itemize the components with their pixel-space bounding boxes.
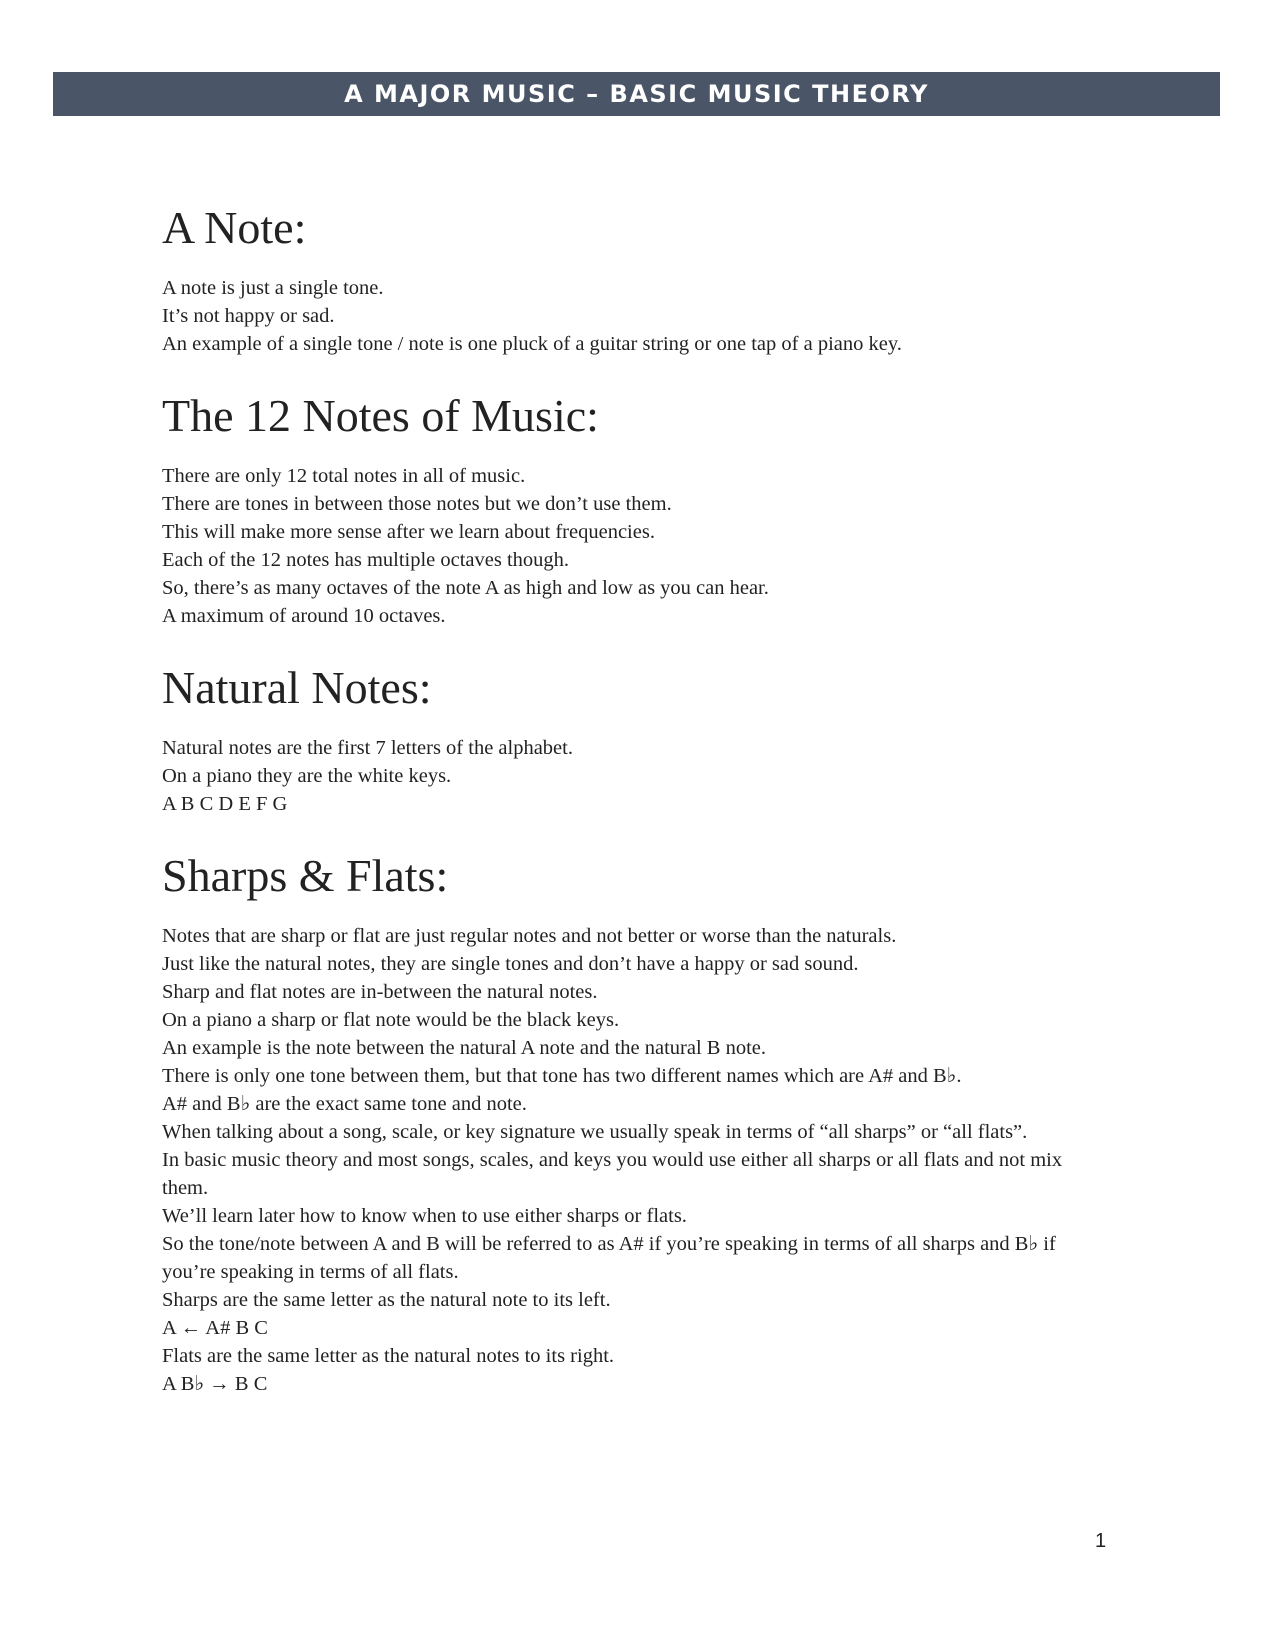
paragraph-line: An example of a single tone / note is one pluck of a guitar string or one tap of a piano key.	[162, 333, 902, 355]
paragraph-line: This will make more sense after we learn about frequencies.	[162, 521, 655, 543]
document-body	[162, 200, 1102, 1428]
paragraph-line: Flats are the same letter as the natural notes to its right.	[162, 1345, 615, 1367]
paragraph-line: Just like the natural notes, they are single tones and don’t have a happy or sad sound.	[162, 953, 859, 975]
paragraph-line: In basic music theory and most songs, scales, and keys you would use either all sharps or all flats and not mix them.	[162, 1149, 1063, 1199]
paragraph-line: Sharp and flat notes are in-between the natural notes.	[162, 981, 598, 1003]
paragraph-line: Each of the 12 notes has multiple octaves though.	[162, 549, 570, 571]
paragraph-line: Natural notes are the first 7 letters of the alphabet.	[162, 737, 573, 759]
paragraph-line: An example is the note between the natural A note and the natural B note.	[162, 1037, 766, 1059]
paragraph-line: A# and B♭ are the exact same tone and note.	[162, 1093, 527, 1115]
paragraph-line: There are only 12 total notes in all of music.	[162, 465, 526, 487]
section-a-note	[162, 200, 1102, 358]
paragraph-line: So, there’s as many octaves of the note A as high and low as you can hear.	[162, 577, 769, 599]
paragraph-line: There is only one tone between them, but that tone has two different names which are A# and B♭.	[162, 1065, 962, 1087]
section-12-notes	[162, 388, 1102, 630]
section-natural-notes	[162, 660, 1102, 818]
paragraph-line: We’ll learn later how to know when to use either sharps or flats.	[162, 1205, 687, 1227]
header-bar	[53, 72, 1220, 116]
paragraph-line: Sharps are the same letter as the natural note to its left.	[162, 1289, 611, 1311]
paragraph-line: When talking about a song, scale, or key signature we usually speak in terms of “all sharps” or “all flats”.	[162, 1121, 1028, 1143]
paragraph-line: A maximum of around 10 octaves.	[162, 605, 446, 627]
paragraph-line: So the tone/note between A and B will be referred to as A# if you’re speaking in terms of all sharps and B♭ if you’re speaking in terms of all flats.	[162, 1233, 1056, 1283]
section-heading: The 12 Notes of Music:	[162, 390, 599, 441]
paragraph-line: A B C D E F G	[162, 793, 288, 815]
paragraph-line: A B♭ → B C	[162, 1373, 268, 1395]
section-heading: A Note:	[162, 202, 307, 253]
paragraph-line: It’s not happy or sad.	[162, 305, 335, 327]
paragraph-line: On a piano they are the white keys.	[162, 765, 452, 787]
section-heading: Sharps & Flats:	[162, 850, 449, 901]
header-title: A MAJOR MUSIC – BASIC MUSIC THEORY	[344, 80, 929, 108]
page-number: 1	[1095, 1530, 1107, 1552]
paragraph-line: There are tones in between those notes but we don’t use them.	[162, 493, 672, 515]
paragraph-line: A note is just a single tone.	[162, 277, 384, 299]
paragraph-line: A ← A# B C	[162, 1317, 268, 1339]
paragraph-line: On a piano a sharp or flat note would be the black keys.	[162, 1009, 620, 1031]
section-sharps-flats	[162, 848, 1102, 1398]
paragraph-line: Notes that are sharp or flat are just regular notes and not better or worse than the naturals.	[162, 925, 897, 947]
section-heading: Natural Notes:	[162, 662, 432, 713]
